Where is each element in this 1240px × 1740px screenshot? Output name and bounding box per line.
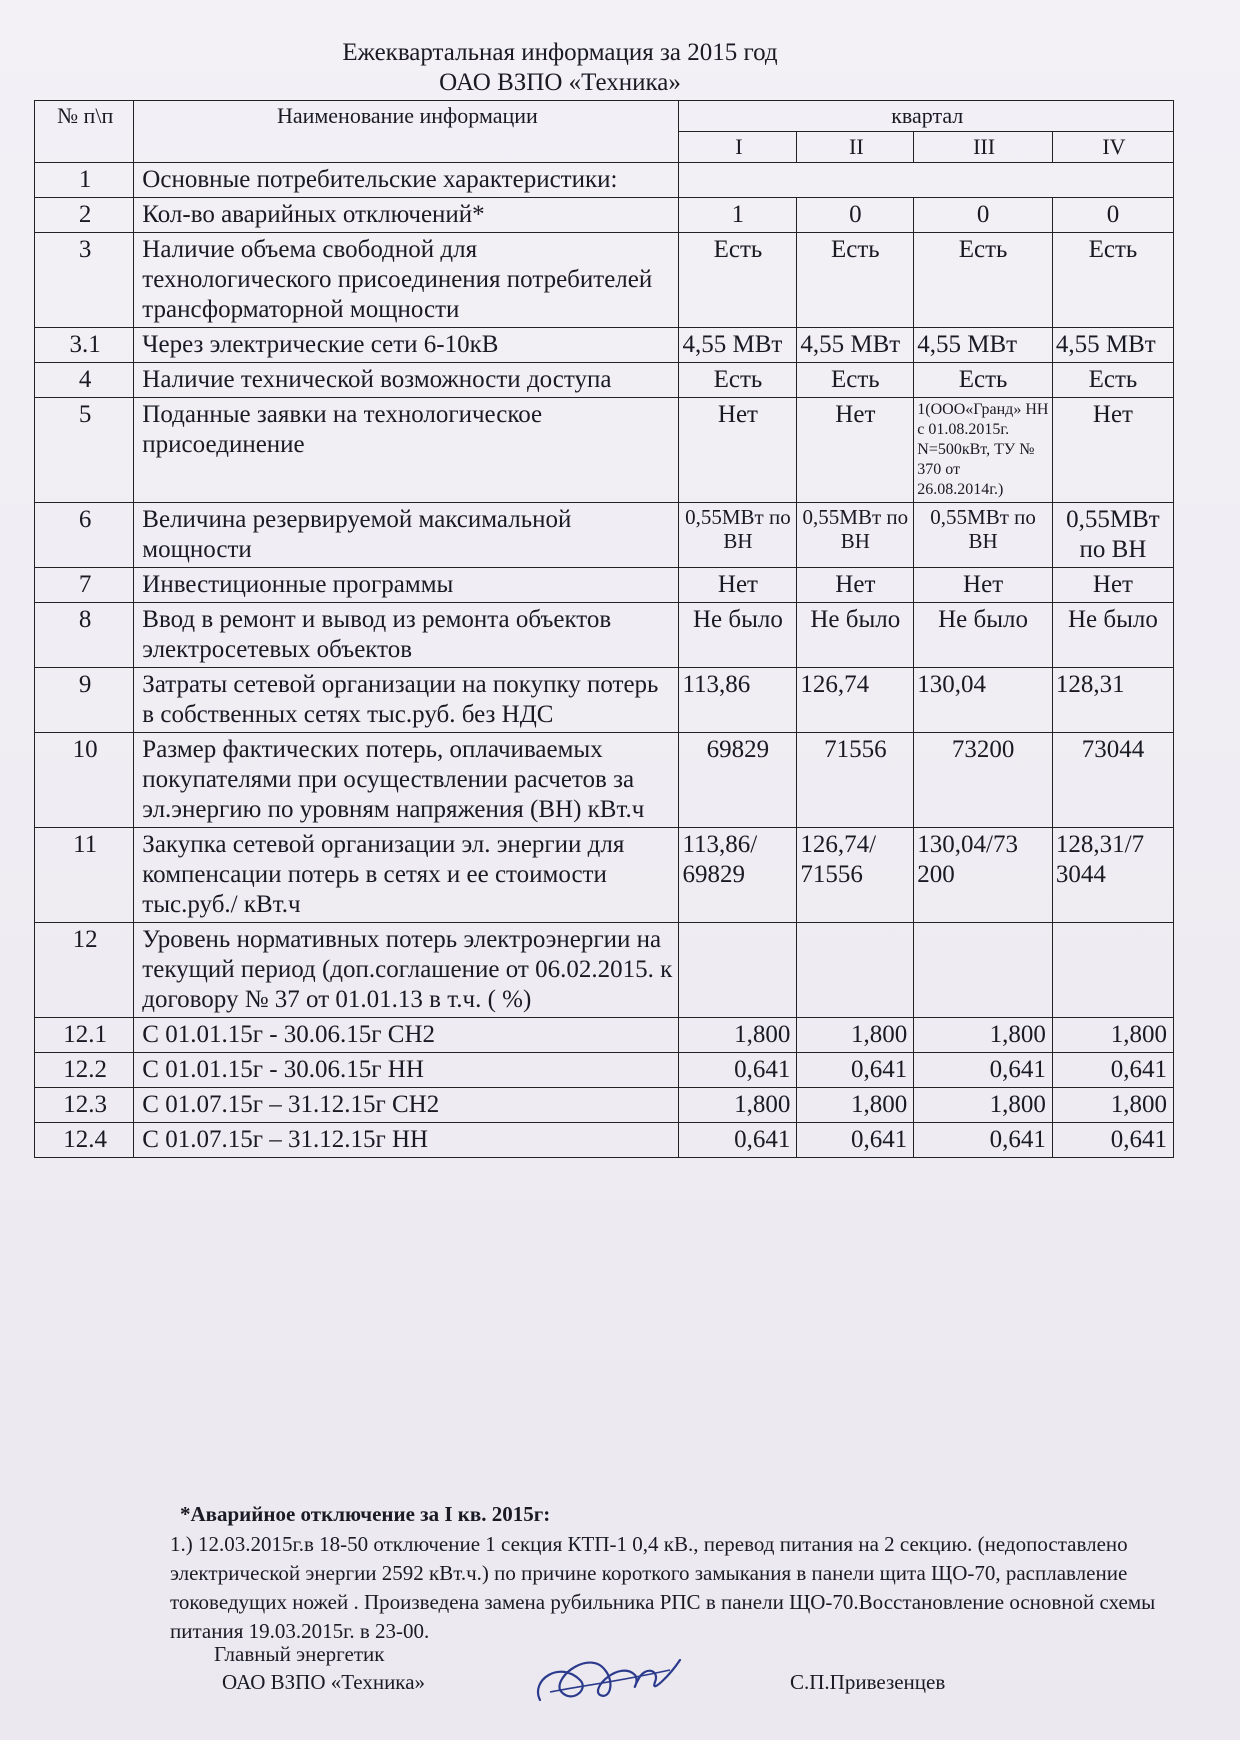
row-number: 8: [35, 603, 134, 668]
quarter-value-cell: Нет: [914, 568, 1053, 603]
table-row: [35, 363, 1174, 398]
header-quarter-4: IV: [1052, 132, 1173, 163]
quarter-value-cell: Нет: [679, 398, 797, 503]
quarter-value-cell: 73044: [1052, 733, 1173, 828]
row-name: Величина резервируемой максимальной мощности: [134, 503, 679, 568]
row-name: С 01.07.15г – 31.12.15г НН: [134, 1123, 679, 1158]
quarter-value-cell: [679, 923, 797, 1018]
info-table: [34, 100, 1174, 1158]
quarter-value-cell: 1,800: [679, 1018, 797, 1053]
quarter-value-cell: Нет: [679, 568, 797, 603]
quarter-value-cell: 1,800: [797, 1088, 914, 1123]
quarter-value-cell: 1: [679, 198, 797, 233]
quarter-value-cell: 0: [1052, 198, 1173, 233]
quarter-value-cell: 113,86: [679, 668, 797, 733]
quarter-value-cell: 71556: [797, 733, 914, 828]
header-quarter: квартал: [679, 101, 1174, 132]
quarter-value-cell: Есть: [797, 363, 914, 398]
row-number: 12.2: [35, 1053, 134, 1088]
quarter-value-cell: 0,641: [1052, 1123, 1173, 1158]
row-number: 9: [35, 668, 134, 733]
table-row: [35, 603, 1174, 668]
quarter-value-cell: 126,74: [797, 668, 914, 733]
quarter-value-cell: Есть: [1052, 233, 1173, 328]
row-name: Закупка сетевой организации эл. энергии для компенсации потерь в сетях и ее стоимости тыс.руб./ кВт.ч: [134, 828, 679, 923]
table-row: [35, 828, 1174, 923]
quarter-value-cell: 128,31/7 3044: [1052, 828, 1173, 923]
signatory-org: ОАО ВЗПО «Техника»: [222, 1670, 426, 1694]
quarter-value-cell: 4,55 МВт: [914, 328, 1053, 363]
quarter-value-cell: 69829: [679, 733, 797, 828]
signatory-position: Главный энергетик: [214, 1642, 385, 1666]
quarter-value-cell: [797, 923, 914, 1018]
header-quarter-1: I: [679, 132, 797, 163]
table-row: [35, 1123, 1174, 1158]
table-row: [35, 398, 1174, 503]
quarter-value-cell: 4,55 МВт: [679, 328, 797, 363]
header-quarter-3: III: [914, 132, 1053, 163]
document-subtitle: ОАО ВЗПО «Техника»: [439, 69, 681, 96]
footnote-body: 1.) 12.03.2015г.в 18-50 отключение 1 секция КТП-1 0,4 кВ., перевод питания на 2 секцию. (недопоставлено электрической энергии 2592 кВт.ч.) по причине короткого замыкания в панели щита ЩО-70, расплавление токоведущих ножей . Произведена замена рубильника РПС в панели ЩО-70.Восстановление основной схемы питания 19.03.2015г. в 23-00.: [170, 1532, 1156, 1643]
row-number: 12.3: [35, 1088, 134, 1123]
row-number: 3: [35, 233, 134, 328]
quarter-value-cell: 0,55МВт по ВН: [797, 503, 914, 568]
table-row: [35, 1088, 1174, 1123]
quarter-value-cell: 4,55 МВт: [797, 328, 914, 363]
quarter-value-cell: Есть: [679, 233, 797, 328]
row-name: Наличие технической возможности доступа: [134, 363, 679, 398]
quarter-value-cell: 128,31: [1052, 668, 1173, 733]
row-name: Через электрические сети 6-10кВ: [134, 328, 679, 363]
table-row: [35, 1053, 1174, 1088]
quarter-value-cell: Не было: [679, 603, 797, 668]
quarter-value-cell: Не было: [914, 603, 1053, 668]
row-number: 12: [35, 923, 134, 1018]
row-name: Ввод в ремонт и вывод из ремонта объектов электросетевых объектов: [134, 603, 679, 668]
quarter-value-cell: 0,55МВт по ВН: [1052, 503, 1173, 568]
quarter-value-cell: [1052, 923, 1173, 1018]
table-row: [35, 163, 1174, 198]
quarter-value-cell: 0,641: [914, 1123, 1053, 1158]
quarter-value-cell: 0,641: [797, 1123, 914, 1158]
quarter-value-cell: 1,800: [1052, 1088, 1173, 1123]
row-number: 2: [35, 198, 134, 233]
row-number: 12.4: [35, 1123, 134, 1158]
quarter-value-cell: Не было: [797, 603, 914, 668]
quarter-value-cell: 126,74/ 71556: [797, 828, 914, 923]
quarter-value-cell: 1,800: [914, 1088, 1053, 1123]
quarter-value-cell: 0: [797, 198, 914, 233]
table-row: [35, 923, 1174, 1018]
header-row: [35, 101, 1174, 132]
quarter-value-cell: 1,800: [1052, 1018, 1173, 1053]
quarter-value-cell: 4,55 МВт: [1052, 328, 1173, 363]
quarter-value-cell: 1,800: [679, 1088, 797, 1123]
table-row: [35, 503, 1174, 568]
row-name: Затраты сетевой организации на покупку потерь в собственных сетях тыс.руб. без НДС: [134, 668, 679, 733]
quarter-value-cell: Не было: [1052, 603, 1173, 668]
quarter-value-cell: 1(ООО«Гранд» НН с 01.08.2015г. N=500кВт, ТУ № 370 от 26.08.2014г.): [914, 398, 1053, 503]
table-row: [35, 733, 1174, 828]
row-number: 6: [35, 503, 134, 568]
table-row: [35, 198, 1174, 233]
quarter-value-cell: 1,800: [797, 1018, 914, 1053]
quarter-value-cell: Есть: [679, 363, 797, 398]
quarter-value-cell: Нет: [797, 398, 914, 503]
quarter-value-cell: Есть: [914, 233, 1053, 328]
row-name: С 01.07.15г – 31.12.15г СН2: [134, 1088, 679, 1123]
row-number: 12.1: [35, 1018, 134, 1053]
header-name: Наименование информации: [134, 101, 679, 163]
quarter-value-cell: [914, 923, 1053, 1018]
quarter-value-cell: 0,641: [679, 1123, 797, 1158]
quarter-value-cell: 130,04/73 200: [914, 828, 1053, 923]
row-number: 3.1: [35, 328, 134, 363]
table-row: [35, 568, 1174, 603]
quarter-value-cell: 0,55МВт по ВН: [679, 503, 797, 568]
quarter-value-cell: 0,641: [797, 1053, 914, 1088]
row-number: 5: [35, 398, 134, 503]
quarter-value-cell: Нет: [1052, 568, 1173, 603]
quarter-value-cell: 113,86/ 69829: [679, 828, 797, 923]
footnote-title: *Аварийное отключение за I кв. 2015г:: [180, 1502, 551, 1526]
header-num: № п\п: [35, 101, 134, 163]
quarter-value-cell: 0,641: [914, 1053, 1053, 1088]
row-name: Кол-во аварийных отключений*: [134, 198, 679, 233]
table-row: [35, 233, 1174, 328]
row-name: Размер фактических потерь, оплачиваемых покупателями при осуществлении расчетов за эл.энергию по уровням напряжения (ВН) кВт.ч: [134, 733, 679, 828]
table-row: [35, 1018, 1174, 1053]
row-number: 7: [35, 568, 134, 603]
row-number: 11: [35, 828, 134, 923]
quarter-value-cell: 0,641: [1052, 1053, 1173, 1088]
quarter-value-cell: 0,641: [679, 1053, 797, 1088]
quarter-value-cell: 1,800: [914, 1018, 1053, 1053]
quarter-value-cell: 73200: [914, 733, 1053, 828]
row-name: Инвестиционные программы: [134, 568, 679, 603]
table-row: [35, 328, 1174, 363]
quarter-value-cell: Нет: [1052, 398, 1173, 503]
document-title: Ежеквартальная информация за 2015 год: [342, 39, 778, 66]
row-name: С 01.01.15г - 30.06.15г СН2: [134, 1018, 679, 1053]
quarter-value-cell: Нет: [797, 568, 914, 603]
row-name: Поданные заявки на технологическое присоединение: [134, 398, 679, 503]
signatory-name: С.П.Привезенцев: [790, 1670, 946, 1694]
quarter-value-cell: 0,55МВт по ВН: [914, 503, 1053, 568]
row-number: 10: [35, 733, 134, 828]
row-name: Уровень нормативных потерь электроэнергии на текущий период (доп.соглашение от 06.02.2015. к договору № 37 от 01.01.13 в т.ч. ( %): [134, 923, 679, 1018]
row-number: 4: [35, 363, 134, 398]
quarter-value-cell: Есть: [914, 363, 1053, 398]
table-row: [35, 668, 1174, 733]
row-name: Наличие объема свободной для технологического присоединения потребителей трансформаторной мощности: [134, 233, 679, 328]
row-number: 1: [35, 163, 134, 198]
handwritten-signature: [520, 1620, 690, 1720]
row-name: С 01.01.15г - 30.06.15г НН: [134, 1053, 679, 1088]
row-empty-cell: [679, 163, 1174, 198]
quarter-value-cell: Есть: [797, 233, 914, 328]
quarter-value-cell: 130,04: [914, 668, 1053, 733]
header-quarter-2: II: [797, 132, 914, 163]
row-name: Основные потребительские характеристики:: [134, 163, 679, 198]
quarter-value-cell: 0: [914, 198, 1053, 233]
quarter-value-cell: Есть: [1052, 363, 1173, 398]
